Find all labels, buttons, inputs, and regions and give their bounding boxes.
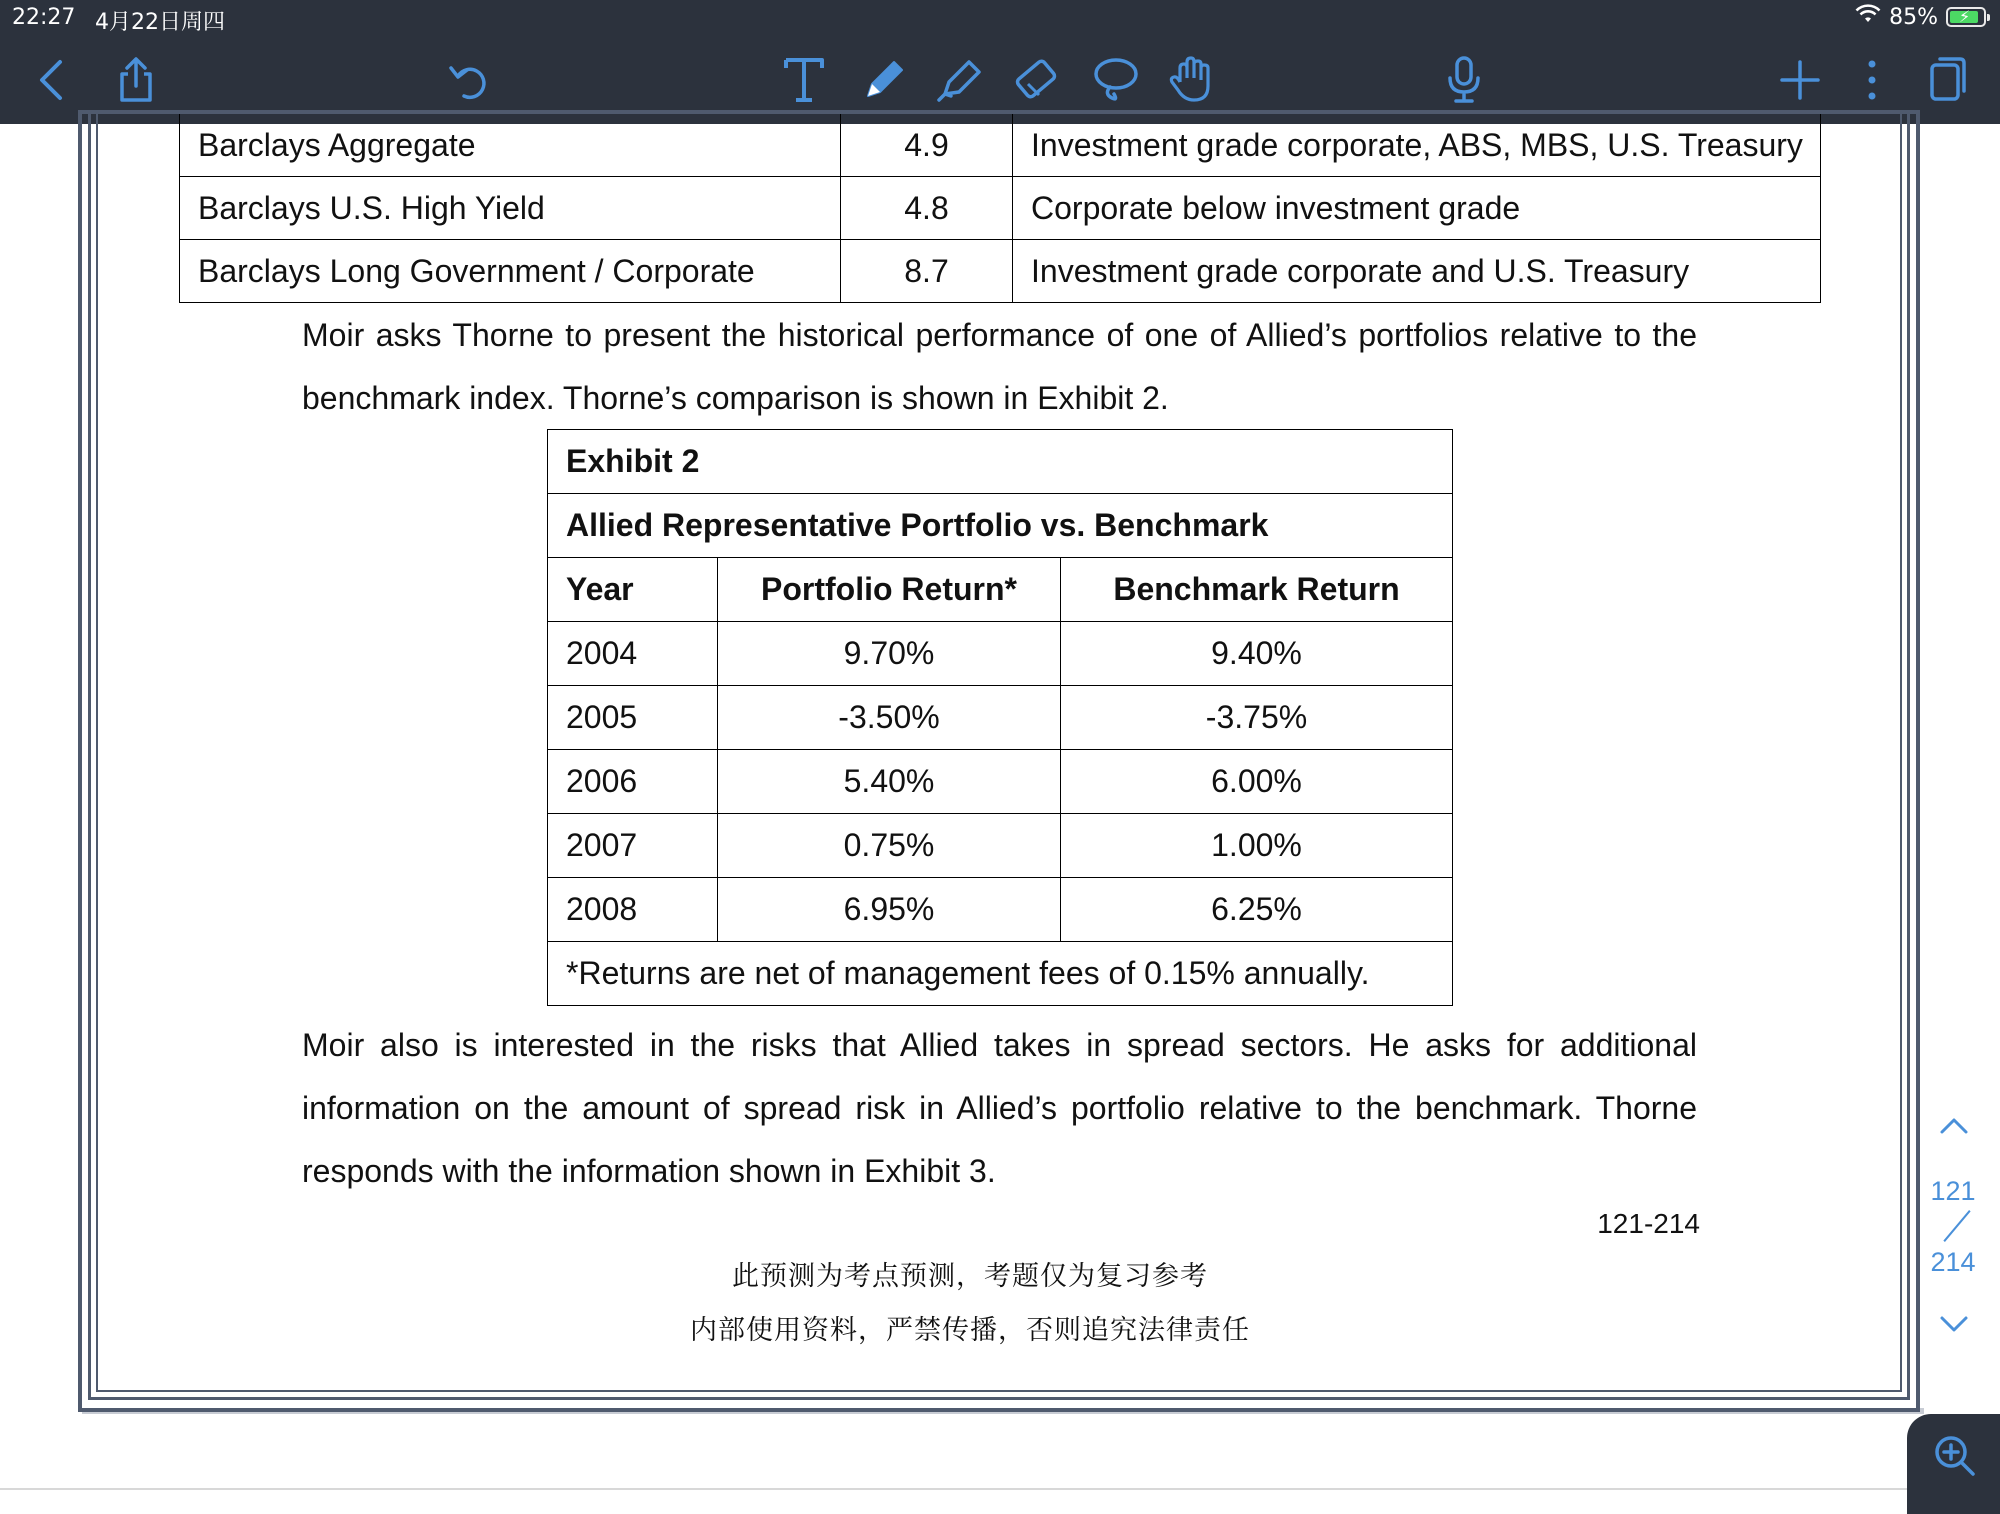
portfolio-return-cell: -3.50% xyxy=(718,686,1061,750)
status-date: 4月22日周四 xyxy=(95,10,225,35)
pen-icon[interactable] xyxy=(856,52,912,108)
exhibit2-subtitle: Allied Representative Portfolio vs. Benchmark xyxy=(548,494,1453,558)
battery-percent: 85% xyxy=(1889,4,1938,30)
status-time: 22:27 xyxy=(12,5,76,30)
composition-cell: Corporate below investment grade xyxy=(1013,177,1821,240)
next-page-icon[interactable] xyxy=(1936,1312,1972,1341)
microphone-icon[interactable] xyxy=(1436,52,1492,108)
header-portfolio-return: Portfolio Return* xyxy=(718,558,1061,622)
table-row xyxy=(548,750,1453,814)
composition-cell: Investment grade corporate, ABS, MBS, U.S. Treasury xyxy=(1013,114,1821,177)
footer-notice-line1: 此预测为考点预测，考题仅为复习参考 xyxy=(732,1261,1208,1292)
year-cell: 2006 xyxy=(548,750,718,814)
portfolio-return-cell: 5.40% xyxy=(718,750,1061,814)
table-row xyxy=(548,686,1453,750)
table-row xyxy=(180,240,1821,303)
header-benchmark-return: Benchmark Return xyxy=(1061,558,1453,622)
duration-cell: 4.8 xyxy=(841,177,1013,240)
bottom-divider xyxy=(0,1488,2000,1490)
status-bar xyxy=(0,0,2000,36)
exhibit2-title: Exhibit 2 xyxy=(548,430,1453,494)
index-name-cell: Barclays Aggregate xyxy=(180,114,841,177)
portfolio-return-cell: 0.75% xyxy=(718,814,1061,878)
year-cell: 2004 xyxy=(548,622,718,686)
table-row xyxy=(180,177,1821,240)
back-icon[interactable] xyxy=(24,52,80,108)
portfolio-return-cell: 9.70% xyxy=(718,622,1061,686)
table-header-row xyxy=(548,558,1453,622)
benchmark-return-cell: 1.00% xyxy=(1061,814,1453,878)
status-right xyxy=(1855,4,1986,30)
benchmark-return-cell: 6.25% xyxy=(1061,878,1453,942)
page-separator xyxy=(1925,1207,1981,1247)
pages-icon[interactable] xyxy=(1920,52,1976,108)
table-row xyxy=(548,878,1453,942)
benchmark-return-cell: 6.00% xyxy=(1061,750,1453,814)
eraser-icon[interactable] xyxy=(1008,52,1064,108)
previous-page-icon[interactable] xyxy=(1936,1114,1972,1143)
index-name-cell: Barclays U.S. High Yield xyxy=(180,177,841,240)
duration-cell: 4.9 xyxy=(841,114,1013,177)
battery-icon: ⚡ xyxy=(1946,7,1986,27)
footer-notice-line2: 内部使用资料，严禁传播，否则追究法律责任 xyxy=(690,1315,1250,1346)
lasso-icon[interactable] xyxy=(1088,52,1144,108)
duration-cell: 8.7 xyxy=(841,240,1013,303)
year-cell: 2008 xyxy=(548,878,718,942)
portfolio-return-cell: 6.95% xyxy=(718,878,1061,942)
text-tool-icon[interactable] xyxy=(776,52,832,108)
exhibit2-table xyxy=(547,429,1453,1006)
page-code: 121-214 xyxy=(1597,1208,1700,1239)
total-pages: 214 xyxy=(1930,1247,1976,1277)
zoom-in-icon xyxy=(1931,1432,1979,1480)
share-icon[interactable] xyxy=(108,52,164,108)
hand-tool-icon[interactable] xyxy=(1164,52,1220,108)
undo-icon[interactable] xyxy=(442,52,498,108)
zoom-button[interactable] xyxy=(1907,1414,2000,1514)
highlighter-icon[interactable] xyxy=(932,52,988,108)
exhibit2-footnote: *Returns are net of management fees of 0.15% annually. xyxy=(548,942,1453,1006)
more-icon[interactable] xyxy=(1844,52,1900,108)
year-cell: 2005 xyxy=(548,686,718,750)
paragraph-spread-risk: Moir also is interested in the risks that Allied takes in spread sectors. He asks for additional information on the amount of spread risk in Allied’s portfolio relative to the benchmark. Thorne responds with the information shown in Exhibit 3. xyxy=(302,1027,1697,1189)
benchmark-return-cell: 9.40% xyxy=(1061,622,1453,686)
benchmark-return-cell: -3.75% xyxy=(1061,686,1453,750)
table-row xyxy=(180,114,1821,177)
add-icon[interactable] xyxy=(1772,52,1828,108)
exhibit1-table xyxy=(179,114,1821,303)
current-page: 121 xyxy=(1930,1176,1976,1206)
year-cell: 2007 xyxy=(548,814,718,878)
wifi-icon xyxy=(1855,4,1881,30)
table-row xyxy=(548,814,1453,878)
index-name-cell: Barclays Long Government / Corporate xyxy=(180,240,841,303)
table-row xyxy=(548,622,1453,686)
page-indicator[interactable] xyxy=(1925,1176,1981,1278)
paragraph-exhibit2-intro: Moir asks Thorne to present the historical performance of one of Allied’s portfolios relative to the benchmark index. Thorne’s comparison is shown in Exhibit 2. xyxy=(302,317,1697,416)
composition-cell: Investment grade corporate and U.S. Treasury xyxy=(1013,240,1821,303)
header-year: Year xyxy=(548,558,718,622)
